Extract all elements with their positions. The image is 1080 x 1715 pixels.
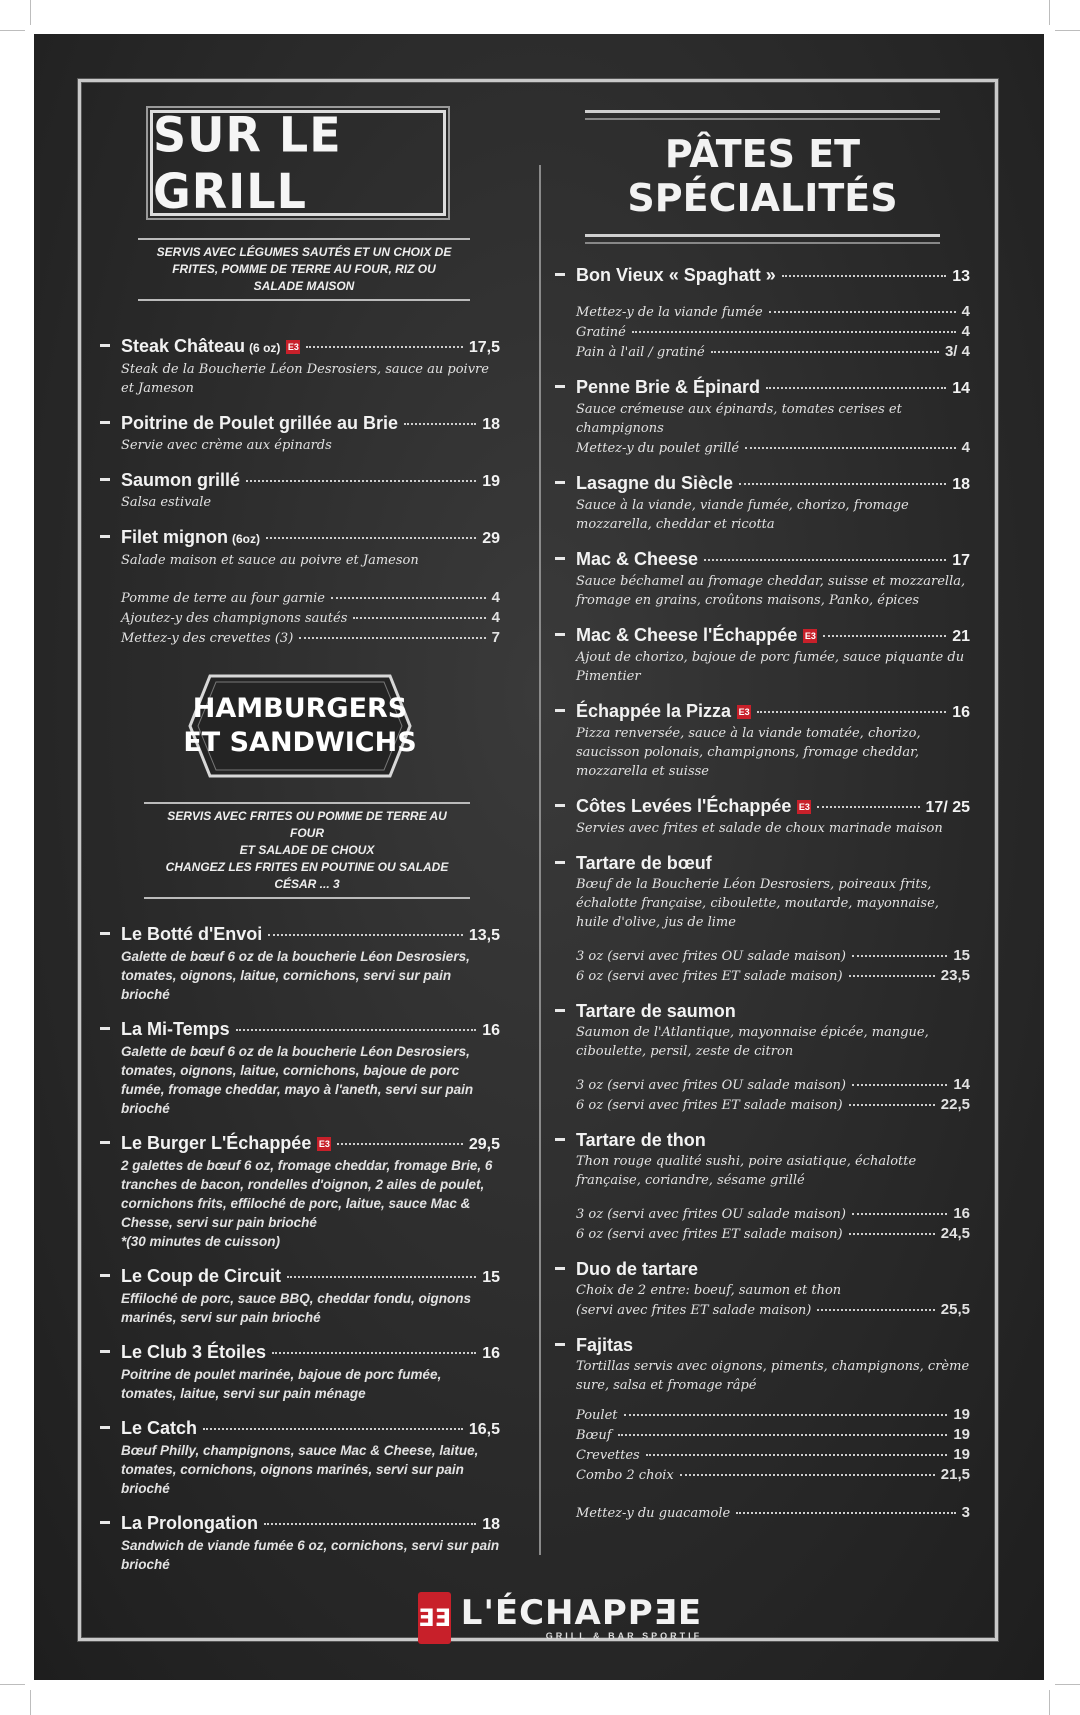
bullet-dash-icon [555,1138,565,1141]
option-row [576,1445,970,1465]
item-note: *(30 minutes de cuisson) [121,1234,281,1249]
option-price: 4 [491,589,500,606]
option-row [121,608,500,628]
leader-dots [849,975,935,977]
item-name: Le Botté d'Envoi [121,924,263,944]
option-price: 7 [491,629,500,646]
item-name: Tartare de thon [576,1130,706,1150]
bullet-dash-icon [100,1027,110,1030]
leader-dots [236,1029,477,1031]
menu-item [555,548,970,610]
house-special-badge: E3 [804,631,816,641]
burger-note-1: SERVIS AVEC FRITES OU POMME DE TERRE AU FOUR [167,809,447,840]
item-price: 13,5 [468,927,500,944]
item-description: Effiloché de porc, sauce BBQ, cheddar fondu, oignons marinés, servi sur pain brioché [121,1291,472,1325]
item-description: Salsa estivale [121,495,212,510]
item-name: La Prolongation [121,1513,258,1533]
menu-item [100,412,500,455]
item-header [100,1018,500,1042]
option-row [576,1425,970,1445]
option-row [576,946,970,966]
leader-dots [739,483,946,485]
option-row [576,342,970,362]
item-name: Penne Brie & Épinard [576,377,761,397]
logo-mark-icon: ƎƎ [418,1592,451,1644]
item-description: Bœuf Philly, champignons, sauce Mac & Cheese, laitue, tomates, cornichons, oignons marinés, servi sur pain brioché [121,1443,479,1496]
burger-items [100,923,500,1574]
option-label: Gratiné [576,325,626,340]
item-description: Poitrine de poulet marinée, bajoue de porc fumée, tomates, laitue, servi sur pain ménage [121,1367,442,1401]
leader-dots [766,387,946,389]
item-price: 16 [482,1345,500,1362]
option-label: 3 oz (servi avec frites OU salade maison) [576,1078,847,1093]
option-row [576,1465,970,1485]
leader-dots [353,617,485,619]
item-header [555,1129,970,1152]
option-list [555,1204,970,1244]
menu-item [100,1265,500,1327]
burger-title-1: HAMBURGERS [192,693,408,724]
option-row [576,1075,970,1095]
option-list [555,1075,970,1115]
item-name: Mac & Cheese [576,549,699,569]
option-price: 24,5 [940,1225,970,1242]
option-price: 4 [961,323,970,340]
item-name: Le Club 3 Étoiles [121,1342,267,1362]
bullet-dash-icon [555,1009,565,1012]
item-description: Sandwich de viande fumée 6 oz, cornichons, servi sur pain brioché [121,1538,500,1572]
option-label: Mettez-y du poulet grillé [576,441,740,456]
option-label: 3 oz (servi avec frites OU salade maison) [576,949,847,964]
bullet-dash-icon [555,481,565,484]
logo-name: L'ÉCHAPPƎE [460,1593,703,1633]
title-rule-top [585,110,940,120]
leader-dots [782,275,946,277]
leader-dots [769,311,956,313]
bullet-dash-icon [100,478,110,481]
item-name: Échappée la Pizza [576,701,732,721]
menu-item [100,1341,500,1403]
item-header [555,1000,970,1023]
item-description: Choix de 2 entre: boeuf, saumon et thon [576,1283,842,1298]
grill-title-box [150,106,446,220]
option-row [576,322,970,342]
leader-dots [646,1454,948,1456]
leader-dots [680,1474,935,1476]
item-description: Pizza renversée, sauce à la viande tomatée, chorizo, saucisson polonais, champignons, fromage cheddar, mozzarella et suisse [576,726,921,779]
option-label: (servi avec frites ET salade maison) [576,1303,812,1318]
option-list [555,946,970,986]
option-list [555,302,970,362]
item-header [555,795,970,819]
option-row [576,1503,970,1523]
option-row [576,1095,970,1115]
option-price: 4 [491,609,500,626]
option-label: 3 oz (servi avec frites OU salade maison) [576,1207,847,1222]
item-header [100,1341,500,1365]
leader-dots [849,1233,935,1235]
item-name: Bon Vieux « Spaghatt » [576,265,776,285]
bullet-dash-icon [555,1343,565,1346]
leader-dots [272,1352,476,1354]
house-special-badge: E3 [318,1139,330,1149]
bullet-dash-icon [100,535,110,538]
leader-dots [711,351,939,353]
item-price: 29,5 [468,1136,500,1153]
grill-options [100,588,500,648]
option-price: 19 [953,1446,970,1463]
item-description: Saumon de l'Atlantique, mayonnaise épicée, mangue, ciboulette, persil, zeste de citron [576,1025,929,1059]
leader-dots [632,331,956,333]
item-price: 21 [952,628,970,645]
bullet-dash-icon [555,273,565,276]
leader-dots [624,1414,948,1416]
item-price: 16,5 [468,1421,500,1438]
grill-note: SERVIS AVEC LÉGUMES SAUTÉS ET UN CHOIX DE FRITES, POMME DE TERRE AU FOUR, RIZ OU SALADE MAISON [138,238,470,301]
menu-item [555,264,970,362]
option-row [576,966,970,986]
menu-item [555,376,970,458]
option-price: 4 [961,439,970,456]
bullet-dash-icon [100,1274,110,1277]
leader-dots [266,537,476,539]
option-price: 19 [953,1406,970,1423]
option-label: Mettez-y du guacamole [576,1506,731,1521]
item-name: Fajitas [576,1335,634,1355]
item-name: Le Catch [121,1418,198,1438]
leader-dots [745,447,956,449]
item-description: Sauce à la viande, viande fumée, chorizo, fromage mozzarella, cheddar et ricotta [576,498,909,532]
item-price: 16 [952,704,970,721]
bullet-dash-icon [100,344,110,347]
left-column [100,100,500,1574]
grill-title: SUR LE GRILL [153,106,342,220]
option-row [576,1405,970,1425]
bullet-dash-icon [555,633,565,636]
item-description: Tortillas servis avec oignons, piments, champignons, crème sure, salsa et fromage râpé [576,1359,970,1393]
option-price: 22,5 [940,1096,970,1113]
item-size: (6 oz) [249,341,281,355]
menu-item [100,923,500,1004]
option-label: Mettez-y de la viande fumée [576,305,763,320]
item-price: 15 [482,1269,500,1286]
logo-subtitle: GRILL & BAR SPORTIF [545,1631,703,1641]
option-price: 16 [953,1205,970,1222]
option-row [121,588,500,608]
burger-note-2: ET SALADE DE CHOUX [239,843,375,857]
item-header [555,1334,970,1357]
item-header [100,526,500,551]
option-row [576,1300,970,1320]
item-description: 2 galettes de bœuf 6 oz, fromage cheddar, fromage Brie, 6 tranches de bacon, rondelles d'oignon, 2 ailes de poulet, cornichons frits, effiloché de porc, laitue, sauce Mac & Chesse, servi sur pain brioché [121,1158,493,1230]
guacamole-option [555,1503,970,1523]
item-header [555,548,970,572]
bullet-dash-icon [100,1426,110,1429]
item-header [100,412,500,436]
leader-dots [246,480,476,482]
leader-dots [852,1213,947,1215]
item-price: 18 [952,476,970,493]
pasta-title: PÂTES ET SPÉCIALITÉS [627,132,898,220]
menu-item [555,1334,970,1485]
item-price: 19 [482,473,500,490]
option-row [576,438,970,458]
right-column [555,100,970,1523]
leader-dots [287,1276,476,1278]
item-name: Mac & Cheese l'Échappée [576,625,798,645]
item-header [100,923,500,947]
house-special-badge: E3 [287,342,299,352]
leader-dots [817,806,919,808]
option-label: Crevettes [576,1448,640,1463]
item-description: Bœuf de la Boucherie Léon Desrosiers, poireaux frits, échalotte française, ciboulette, moutarde, mayonnaise, huile d'olive, jus de lime [576,877,939,930]
leader-dots [268,934,463,936]
item-name: Saumon grillé [121,470,241,490]
item-description: Sauce béchamel au fromage cheddar, suisse et mozzarella, fromage en grains, croûtons maisons, Panko, épices [576,574,966,608]
leader-dots [852,1084,947,1086]
item-header [100,1417,500,1441]
item-description: Galette de bœuf 6 oz de la boucherie Léon Desrosiers, tomates, oignons, laitue, cornichons, servi sur pain brioché [121,949,470,1002]
menu-item [555,1000,970,1115]
menu-item [555,700,970,781]
option-label: Combo 2 choix [576,1468,674,1483]
option-label: 6 oz (servi avec frites ET salade maison) [576,969,843,984]
item-name: Lasagne du Siècle [576,473,734,493]
leader-dots [306,346,462,348]
burger-title-badge [180,666,420,786]
item-name: Côtes Levées l'Échappée [576,796,792,816]
item-price: 29 [482,530,500,547]
item-name: La Mi-Temps [121,1019,230,1039]
title-rule-bottom [585,234,940,244]
item-description: Servie avec crème aux épinards [121,438,332,453]
item-name: Steak Château [121,336,246,356]
leader-dots [849,1104,935,1106]
menu-item [100,526,500,570]
item-name: Duo de tartare [576,1259,699,1279]
option-row [121,628,500,648]
menu-item [555,1129,970,1244]
item-price: 18 [482,1516,500,1533]
item-price: 18 [482,416,500,433]
bullet-dash-icon [100,1521,110,1524]
menu-item [100,335,500,398]
option-label: Ajoutez-y des champignons sautés [121,611,348,626]
item-description: Sauce crémeuse aux épinards, tomates cerises et champignons [576,402,902,436]
option-label: 6 oz (servi avec frites ET salade maison) [576,1098,843,1113]
item-name: Tartare de saumon [576,1001,736,1021]
leader-dots [618,1434,948,1436]
bullet-dash-icon [555,861,565,864]
option-row [576,302,970,322]
grill-items [100,335,500,570]
logo [418,1588,703,1648]
option-label: Poulet [576,1408,618,1423]
bullet-dash-icon [100,1141,110,1144]
menu-item [100,1018,500,1118]
item-header [100,335,500,360]
pasta-title-box [555,110,970,244]
leader-dots [404,423,476,425]
item-size: (6oz) [232,532,260,546]
option-label: Mettez-y des crevettes (3) [121,631,294,646]
menu-item [555,624,970,686]
item-header [555,1258,970,1281]
option-row [576,1224,970,1244]
item-price: 17/ 25 [925,799,970,816]
item-price: 13 [952,268,970,285]
option-price: 19 [953,1426,970,1443]
item-description: Servies avec frites et salade de choux marinade maison [576,821,943,836]
leader-dots [852,955,947,957]
item-description: Steak de la Boucherie Léon Desrosiers, sauce au poivre et Jameson [121,362,489,396]
bullet-dash-icon [555,709,565,712]
leader-dots [823,635,946,637]
item-header [555,472,970,496]
leader-dots [736,1512,955,1514]
menu-item [555,1258,970,1320]
item-header [555,624,970,648]
item-header [555,264,970,288]
option-list [555,1405,970,1485]
option-row [576,1204,970,1224]
option-label: Pain à l'ail / gratiné [576,345,705,360]
house-special-badge: E3 [738,707,750,717]
option-price: 23,5 [940,967,970,984]
menu-item [100,1512,500,1574]
item-description: Thon rouge qualité sushi, poire asiatique, échalotte française, coriandre, sésame grillé [576,1154,917,1188]
burger-note-3: CHANGEZ LES FRITES EN POUTINE OU SALADE CÉSAR ... 3 [165,860,449,891]
menu-item [555,852,970,986]
option-label: Pomme de terre au four garnie [121,591,325,606]
menu-item [555,795,970,838]
pasta-items [555,264,970,1523]
column-divider [539,165,541,1555]
option-price: 3 [961,1504,970,1521]
item-name: Poitrine de Poulet grillée au Brie [121,413,399,433]
leader-dots [264,1523,476,1525]
menu-item [100,1417,500,1498]
leader-dots [331,597,486,599]
item-description: Ajout de chorizo, bajoue de porc fumée, sauce piquante du Pimentier [576,650,965,684]
house-special-badge: E3 [798,802,810,812]
item-description: Galette de bœuf 6 oz de la boucherie Léon Desrosiers, tomates, oignons, laitue, cornichons, bajoue de porc fumée, fromage cheddar, mayo à l'aneth, servi sur pain brioché [121,1044,474,1116]
item-header [100,1265,500,1289]
burger-note [144,802,470,899]
item-name: Tartare de bœuf [576,853,712,873]
option-price: 4 [961,303,970,320]
leader-dots [704,559,946,561]
menu-item [555,472,970,534]
burger-title-2: ET SANDWICHS [183,727,417,758]
bullet-dash-icon [100,932,110,935]
bullet-dash-icon [100,421,110,424]
option-label: 6 oz (servi avec frites ET salade maison) [576,1227,843,1242]
leader-dots [337,1143,463,1145]
option-price: 3/ 4 [944,343,970,360]
option-price: 25,5 [940,1301,970,1318]
item-price: 14 [952,380,970,397]
menu-item [100,469,500,512]
item-price: 17,5 [468,339,500,356]
item-header [555,376,970,400]
item-header [100,1132,500,1156]
item-name: Le Burger L'Échappée [121,1133,312,1153]
option-price: 14 [953,1076,970,1093]
bullet-dash-icon [555,557,565,560]
bullet-dash-icon [555,1267,565,1270]
leader-dots [757,711,946,713]
option-label: Bœuf [576,1428,612,1443]
bullet-dash-icon [100,1350,110,1353]
item-header [100,1512,500,1536]
option-price: 15 [953,947,970,964]
item-header [555,700,970,724]
leader-dots [299,637,485,639]
leader-dots [817,1309,934,1311]
item-header [555,852,970,875]
item-price: 17 [952,552,970,569]
item-header [100,469,500,493]
leader-dots [203,1428,463,1430]
item-name: Le Coup de Circuit [121,1266,282,1286]
bullet-dash-icon [555,804,565,807]
item-name: Filet mignon [121,527,228,547]
item-description: Salade maison et sauce au poivre et Jameson [121,553,419,568]
option-price: 21,5 [940,1466,970,1483]
menu-item [100,1132,500,1251]
bullet-dash-icon [555,385,565,388]
item-price: 16 [482,1022,500,1039]
